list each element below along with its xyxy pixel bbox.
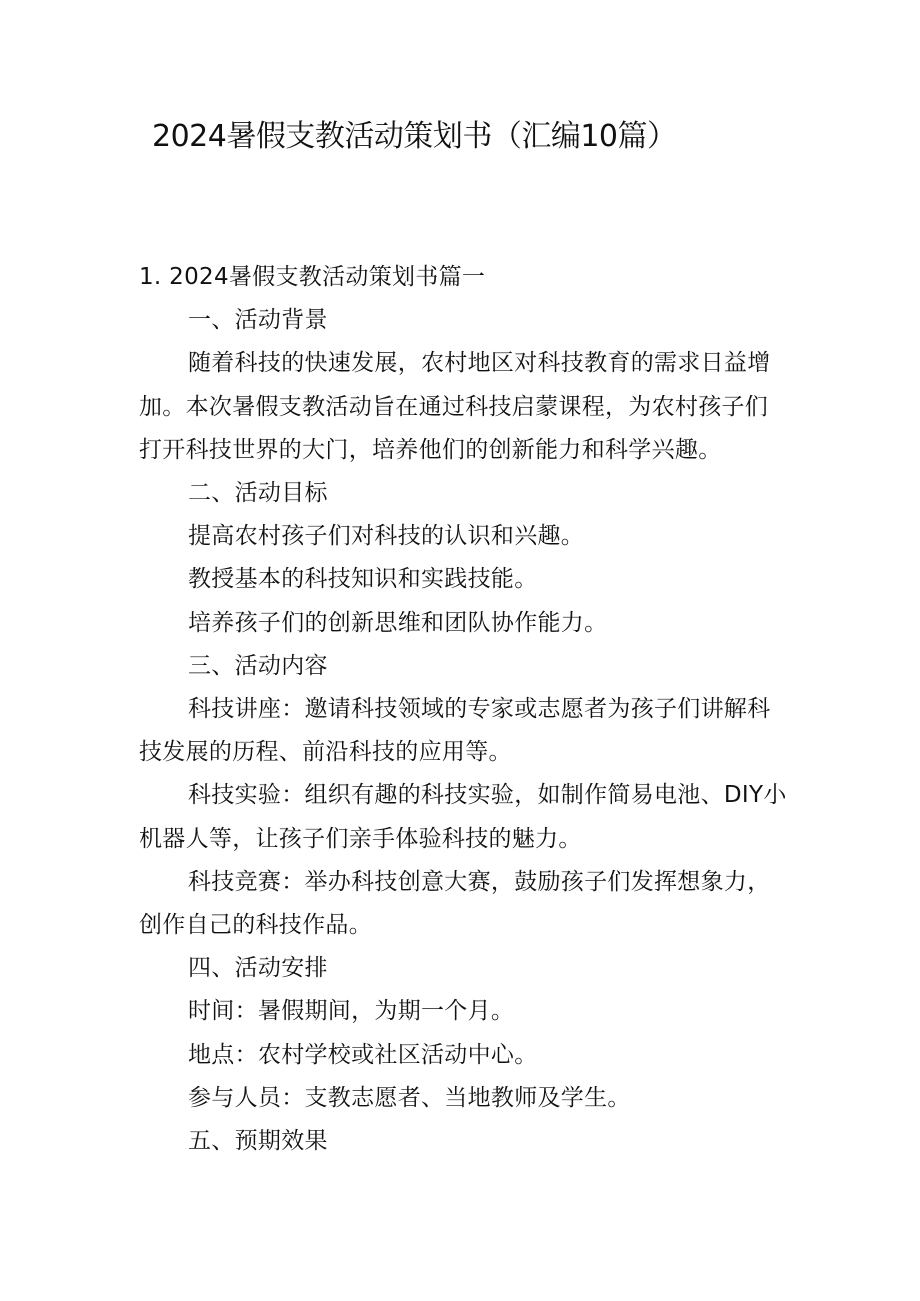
section-heading: 1. 2024暑假支教活动策划书篇一 <box>139 264 486 290</box>
schedule-location: 地点：农村学校或社区活动中心。 <box>188 1041 538 1068</box>
subheading-background: 一、活动背景 <box>188 307 328 334</box>
content-item-lecture: 科技讲座：邀请科技领域的专家或志愿者为孩子们讲解科技发展的历程、前沿科技的应用等。 <box>139 696 771 766</box>
subheading-schedule: 四、活动安排 <box>188 955 328 982</box>
content-item-competition: 科技竞赛：举办科技创意大赛，鼓励孩子们发挥想象力，创作自己的科技作品。 <box>139 868 771 939</box>
goal-item: 教授基本的科技知识和实践技能。 <box>188 566 538 593</box>
subheading-expected-results: 五、预期效果 <box>188 1128 328 1155</box>
schedule-time: 时间：暑假期间，为期一个月。 <box>188 998 515 1025</box>
schedule-participants: 参与人员：支教志愿者、当地教师及学生。 <box>188 1084 631 1111</box>
content-item-experiment: 科技实验：组织有趣的科技实验，如制作简易电池、DIY小机器人等，让孩子们亲手体验科技的魅力。 <box>139 782 787 852</box>
document-body <box>139 256 789 1163</box>
goal-item: 培养孩子们的创新思维和团队协作能力。 <box>188 609 608 636</box>
paragraph-background: 随着科技的快速发展，农村地区对科技教育的需求日益增加。本次暑假支教活动旨在通过科技启蒙课程，为农村孩子们打开科技世界的大门，培养他们的创新能力和科学兴趣。 <box>139 350 771 463</box>
document-title: 2024暑假支教活动策划书（汇编10篇） <box>152 119 677 154</box>
subheading-content: 三、活动内容 <box>188 652 328 679</box>
goal-item: 提高农村孩子们对科技的认识和兴趣。 <box>188 523 585 550</box>
subheading-goals: 二、活动目标 <box>188 480 328 507</box>
